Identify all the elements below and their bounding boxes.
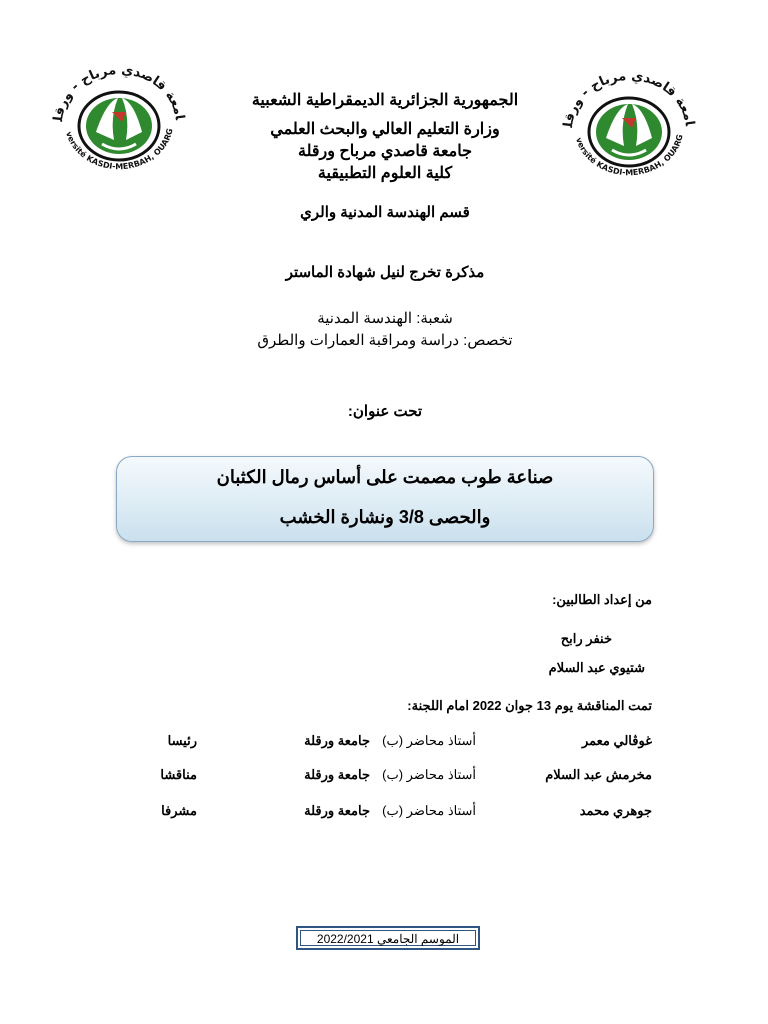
department-name: قسم الهندسة المدنية والري <box>300 204 470 221</box>
member-rank: أستاذ محاضر (ب) <box>382 803 476 818</box>
university-logo-left <box>44 62 194 182</box>
thesis-title-line-1: صناعة طوب مصمت على أساس رمال الكثبان <box>216 467 554 487</box>
member-role: مناقشا <box>160 767 197 782</box>
member-rank: أستاذ محاضر (ب) <box>382 733 476 748</box>
specialty-label: تخصص: دراسة ومراقبة العمارات والطرق <box>257 332 513 349</box>
under-title-label: تحت عنوان: <box>347 403 423 420</box>
branch-label: شعبة: الهندسة المدنية <box>317 310 453 327</box>
logo-latin-text: versité KASDI-MERBAH, OUARG <box>64 127 175 172</box>
member-university: جامعة ورقلة <box>304 767 370 782</box>
academic-year-label: الموسم الجامعي 2022/2021 <box>316 932 460 946</box>
student-name: شتيوي عبد السلام <box>548 660 645 675</box>
university-name: جامعة قاصدي مرباح ورقلة <box>297 143 473 160</box>
member-name: مخرمش عبد السلام <box>545 767 652 782</box>
committee-row <box>130 733 652 753</box>
republic-name: الجمهورية الجزائرية الديمقراطية الشعبية <box>251 92 519 109</box>
committee-row <box>130 767 652 787</box>
member-name: جوهري محمد <box>579 803 652 818</box>
prepared-by-label: من إعداد الطالبين: <box>552 592 652 607</box>
ministry-name: وزارة التعليم العالي والبحث العلمي <box>270 121 500 138</box>
member-university: جامعة ورقلة <box>304 733 370 748</box>
logo-arabic-text: امعة قاصدي مرباح - ورقل <box>561 68 697 129</box>
committee-row <box>130 803 652 823</box>
faculty-name: كلية العلوم التطبيقية <box>317 165 453 182</box>
member-name: غوڤالي معمر <box>581 733 652 748</box>
member-university: جامعة ورقلة <box>304 803 370 818</box>
member-role: مشرفا <box>161 803 197 818</box>
member-role: رئيسا <box>167 733 197 748</box>
member-rank: أستاذ محاضر (ب) <box>382 767 476 782</box>
logo-arabic-text: امعة قاصدي مرباح - ورقل <box>51 62 187 123</box>
student-name: خنفر رابح <box>560 631 612 646</box>
defense-statement: تمت المناقشة يوم 13 جوان 2022 امام اللجنة: <box>407 698 652 713</box>
logo-latin-text: versité KASDI-MERBAH, OUARG <box>574 133 685 178</box>
university-seal-icon <box>44 62 194 182</box>
memo-type: مذكرة تخرج لنيل شهادة الماستر <box>285 264 485 281</box>
thesis-title-line-2: والحصى 3/8 ونشارة الخشب <box>279 507 491 527</box>
thesis-title-box <box>116 456 654 542</box>
academic-year-box <box>296 926 480 950</box>
